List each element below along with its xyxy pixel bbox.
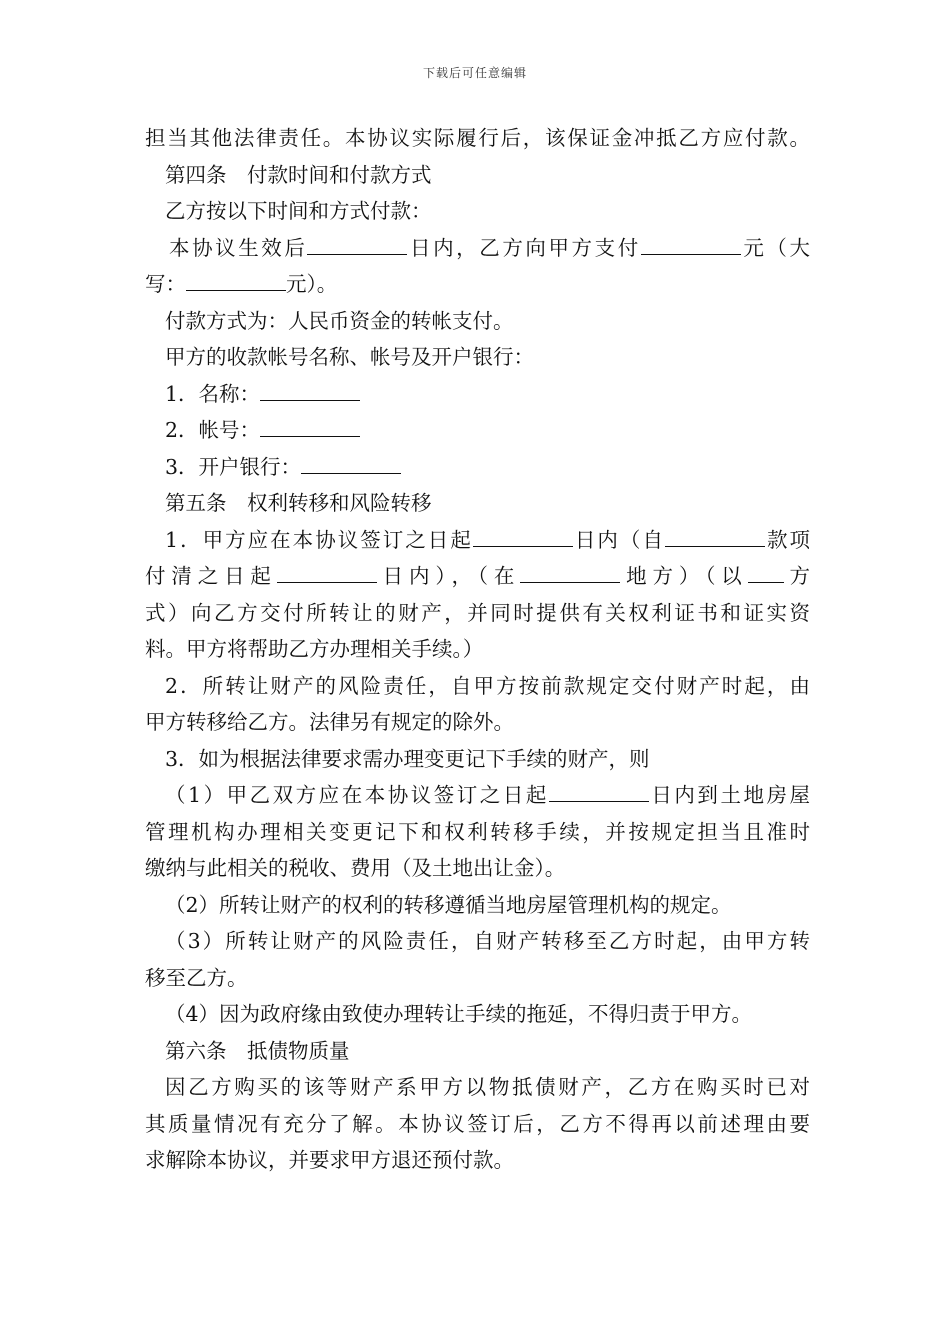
fill-blank[interactable]	[473, 524, 573, 547]
text-segment: 1．甲方应在本协议签订之日起	[165, 527, 473, 552]
paragraph-line: （3）所转让财产的风险责任，自财产转移至乙方时起，由甲方转	[165, 929, 810, 953]
paragraph-line: 管理机构办理相关变更记下和权利转移手续，并按规定担当且准时	[145, 819, 810, 844]
paragraph-line: 式）向乙方交付所转让的财产，并同时提供有关权利证书和证实资	[145, 600, 810, 625]
fill-blank[interactable]	[301, 451, 401, 474]
paragraph-line: 甲方转移给乙方。法律另有规定的除外。	[145, 710, 514, 734]
article-heading: 第六条 抵债物质量	[165, 1038, 350, 1063]
paragraph-line: 求解除本协议，并要求甲方退还预付款。	[145, 1148, 514, 1172]
paragraph-line: （2）所转让财产的权利的转移遵循当地房屋管理机构的规定。	[165, 892, 732, 917]
paragraph-line	[145, 266, 810, 303]
text-segment: 本协议生效后	[169, 235, 308, 260]
paragraph-line: 缴纳与此相关的税收、费用（及土地出让金）。	[145, 856, 566, 880]
paragraph-line: 付款方式为：人民币资金的转帐支付。	[165, 308, 514, 333]
text-segment: 元）。	[286, 272, 338, 296]
text-segment: 付清之日起	[145, 564, 277, 588]
fill-blank[interactable]	[641, 232, 741, 255]
text-segment: 3．开户银行：	[165, 454, 302, 479]
document-body	[145, 120, 810, 1179]
list-item	[145, 449, 810, 486]
text-segment: 日内（自	[572, 527, 665, 552]
paragraph-line: 2．所转让财产的风险责任，自甲方按前款规定交付财产时起，由	[165, 673, 810, 698]
paragraph-line	[145, 522, 810, 559]
paragraph-line: 甲方的收款帐号名称、帐号及开户银行：	[165, 345, 534, 369]
paragraph-line: （4）因为政府缘由致使办理转让手续的拖延，不得归责于甲方。	[165, 1002, 753, 1026]
fill-blank[interactable]	[748, 560, 784, 583]
text-segment: 写：	[145, 272, 186, 296]
paragraph-line	[145, 558, 810, 595]
paragraph-line	[145, 230, 810, 267]
text-segment: 2．帐号：	[165, 418, 261, 442]
paragraph-line: 移至乙方。	[145, 965, 248, 990]
text-segment: 款项	[764, 527, 810, 552]
text-segment: 日内），（在	[376, 564, 521, 588]
text-segment: 方	[783, 564, 810, 588]
paragraph-line: 担当其他法律责任。本协议实际履行后，该保证金冲抵乙方应付款。	[145, 126, 810, 150]
text-segment: 日内，乙方向甲方支付	[407, 235, 641, 260]
text-segment: （1）甲乙双方应在本协议签订之日起	[165, 783, 549, 807]
list-item	[145, 412, 810, 449]
fill-blank[interactable]	[260, 414, 360, 437]
page-header: 下载后可任意编辑	[422, 66, 527, 80]
list-item	[145, 376, 810, 413]
fill-blank[interactable]	[549, 779, 649, 802]
fill-blank[interactable]	[186, 268, 286, 291]
fill-blank[interactable]	[307, 232, 407, 255]
fill-blank[interactable]	[277, 560, 377, 583]
paragraph-line: 乙方按以下时间和方式付款：	[165, 199, 432, 223]
article-heading: 第五条 权利转移和风险转移	[165, 491, 432, 515]
paragraph-line: 因乙方购买的该等财产系甲方以物抵债财产，乙方在购买时已对	[165, 1075, 810, 1099]
text-segment: 地方）（以	[620, 564, 748, 588]
text-segment: 日内到土地房屋	[648, 783, 810, 807]
text-segment: 1．名称：	[165, 381, 261, 406]
paragraph-line: 3．如为根据法律要求需办理变更记下手续的财产，则	[165, 746, 650, 771]
fill-blank[interactable]	[520, 560, 620, 583]
text-segment: 元（大	[740, 235, 810, 260]
paragraph-line	[145, 777, 810, 814]
article-heading: 第四条 付款时间和付款方式	[165, 162, 432, 187]
fill-blank[interactable]	[260, 378, 360, 401]
paragraph-line: 其质量情况有充分了解。本协议签订后，乙方不得再以前述理由要	[145, 1111, 810, 1136]
paragraph-line: 料。甲方将帮助乙方办理相关手续。）	[145, 637, 484, 661]
fill-blank[interactable]	[665, 524, 765, 547]
